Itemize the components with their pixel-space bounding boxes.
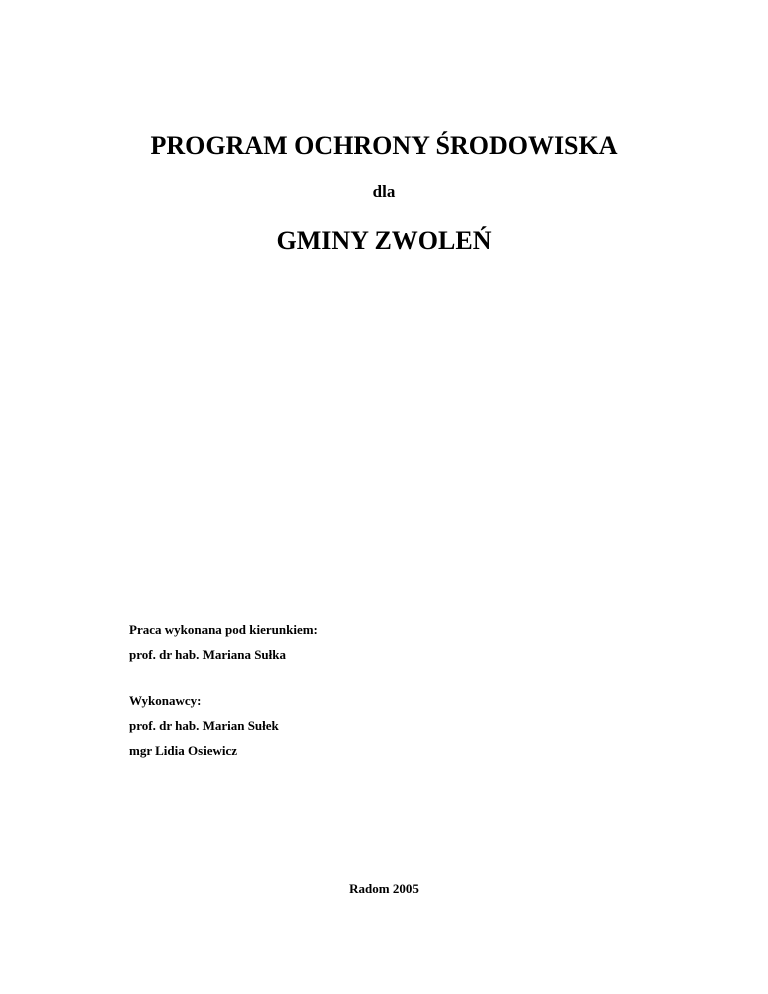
title-connector: dla [372,182,396,201]
authors-label: Wykonawcy: [129,693,202,708]
supervisor-name: prof. dr hab. Mariana Sułka [129,647,287,662]
author-name: prof. dr hab. Marian Sułek [129,718,279,733]
author-name: mgr Lidia Osiewicz [129,743,238,758]
supervision-label: Praca wykonana pod kierunkiem: [129,622,318,637]
credits-block [129,617,318,763]
document-subject: GMINY ZWOLEŃ [276,226,492,255]
place-date: Radom 2005 [349,881,419,896]
document-title: PROGRAM OCHRONY ŚRODOWISKA [150,131,618,160]
spacer [129,667,318,688]
